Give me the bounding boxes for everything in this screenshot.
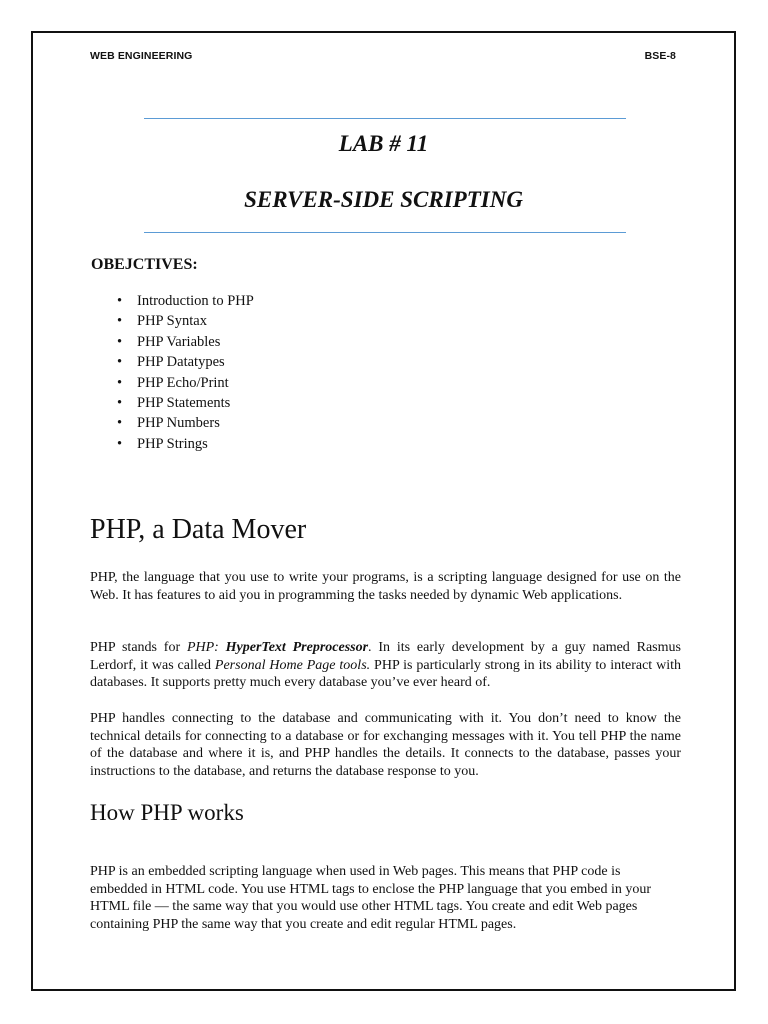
objectives-heading: OBEJCTIVES: [91, 256, 198, 273]
list-item: • PHP Strings [117, 434, 254, 454]
list-item: • PHP Numbers [117, 413, 254, 433]
list-item: • Introduction to PHP [117, 291, 254, 311]
paragraph-how-php-works: PHP is an embedded scripting language when used in Web pages. This means that PHP code is embedded in HTML code. You use HTML tags to enclose the PHP language that you embed in your HTML file — the same way that you would use other HTML tags. You create and edit Web pages containing PHP the same way that you create and edit regular HTML pages. [90, 864, 652, 932]
header-section: BSE-8 [644, 50, 676, 62]
list-item: • PHP Statements [117, 393, 254, 413]
text-run: PHP is particularly strong in its ability to interact with databases. It supports pretty much every database you’ve ever heard of. [90, 657, 681, 690]
lab-title: LAB # 11 [338, 131, 429, 156]
paragraph-php-stands-for [90, 639, 681, 692]
list-item: • PHP Datatypes [117, 352, 254, 372]
text-run-italic: PHP: [186, 640, 226, 655]
text-run: . In its early development by a guy named Rasmus Lerdorf, it was called [90, 640, 681, 673]
title-top-rule [144, 118, 626, 119]
list-item: • PHP Echo/Print [117, 373, 254, 393]
list-item: • PHP Syntax [117, 311, 254, 331]
paragraph-intro: PHP, the language that you use to write your programs, is a scripting language designed for use on the Web. It has features to aid you in programming the tasks needed by dynamic Web applications. [90, 570, 681, 603]
paragraph-database-handling: PHP handles connecting to the database and communicating with it. You don’t need to know the technical details for connecting to a database or for exchanging messages with it. You tell PHP the name of the database and where it is, and PHP handles the details. It connects to the database, passes your instructions to the database, and returns the database response to you. [90, 711, 681, 779]
text-run: PHP stands for [90, 640, 187, 655]
lab-topic: SERVER-SIDE SCRIPTING [244, 187, 523, 212]
text-run-italic: Personal Home Page tools. [214, 657, 371, 673]
header-course: WEB ENGINEERING [90, 50, 193, 62]
text-run-bold-italic: HyperText Preprocessor [225, 640, 369, 655]
section-heading-how-php-works: How PHP works [90, 800, 244, 825]
list-item: • PHP Variables [117, 332, 254, 352]
title-bottom-rule [144, 232, 626, 233]
objectives-list [117, 291, 254, 454]
document-page [31, 31, 736, 991]
section-heading-data-mover: PHP, a Data Mover [90, 514, 307, 545]
